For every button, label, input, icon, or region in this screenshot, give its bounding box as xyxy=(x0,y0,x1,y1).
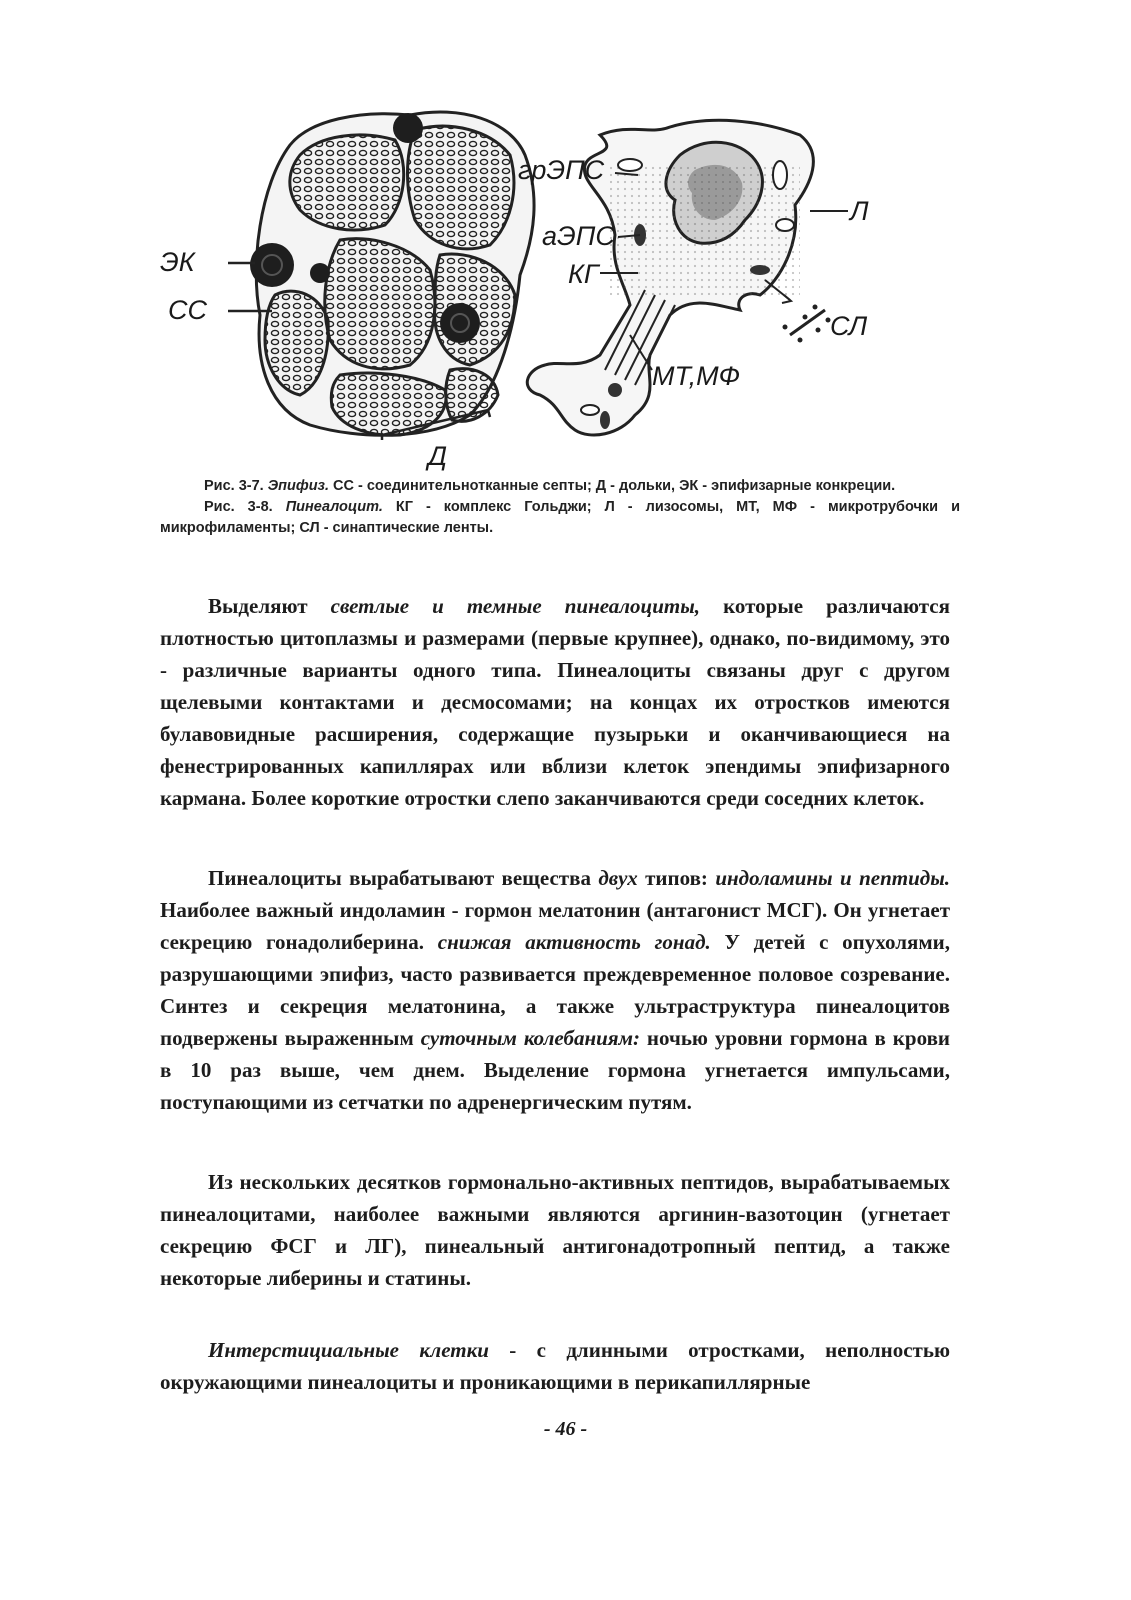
paragraph-1 xyxy=(160,590,950,814)
caption-number: Рис. 3-8. xyxy=(204,499,273,515)
text-run: (угнетает секрецию ФСГ и ЛГ), xyxy=(160,1202,950,1258)
caption-3-8 xyxy=(160,497,960,539)
paragraph-3 xyxy=(160,1166,950,1294)
italic-term: светлые и темные пинеалоциты, xyxy=(330,594,701,618)
label-SS: СС xyxy=(168,295,207,325)
text-run: (антагонист МСГ). Он угнетает секрецию гонадолиберина. xyxy=(160,898,951,954)
text-run: Из нескольких десятков гормонально-активных пептидов, вырабатываемых пинеалоцитами, наиболее важными являются xyxy=(160,1170,950,1226)
label-L: Л xyxy=(850,196,869,226)
bold-term: аргинин-вазотоцин xyxy=(658,1202,843,1226)
label-KG: КГ xyxy=(568,259,599,289)
text-run: которые различаются плотностью цитоплазмы и размерами (первые крупнее), однако, по-видимому, это - различные варианты одного типа. Пинеалоциты связаны друг с другом щелевыми контактами и десмосомами; на концах их отростков имеются булавовидные расширения, содержащие пузырьки и оканчивающиеся на фенестрированных капиллярах или вблизи клеток эпендимы эпифизарного кармана. Более короткие отростки слепо заканчиваются среди соседних клеток. xyxy=(160,594,950,810)
figure-captions xyxy=(160,476,960,539)
label-EK: ЭК xyxy=(160,247,195,277)
italic-term: индоламины и пептиды. xyxy=(715,866,951,890)
label-D: Д xyxy=(428,441,448,471)
page-number: - 46 - xyxy=(543,1418,588,1440)
italic-term: снижая активность гонад. xyxy=(437,930,711,954)
caption-3-7 xyxy=(160,476,960,497)
figures-block xyxy=(160,95,980,475)
epiphysis-figure xyxy=(228,112,534,440)
label-SL: СЛ xyxy=(830,311,868,341)
caption-title: Пинеалоцит. xyxy=(285,499,383,515)
caption-title: Эпифиз. xyxy=(267,478,329,494)
text-run: Пинеалоциты вырабатывают вещества xyxy=(208,866,599,890)
text-run: ночью уровни гормона в крови в 10 раз выше, чем днем. Выделение гормона угнетается импульсами, поступающими из сетчатки по адренергическим путям. xyxy=(160,1026,951,1114)
label-aEPS: аЭПС xyxy=(542,221,615,251)
text-run: а также некоторые xyxy=(160,1234,950,1290)
paragraph-2 xyxy=(160,862,950,1118)
label-MT-MF: МТ,МФ xyxy=(652,361,741,391)
text-run: - с длинными отростками, неполностью окружающими пинеалоциты и проникающими в перикапиллярные xyxy=(160,1338,951,1394)
caption-text: КГ - комплекс Гольджи; Л - лизосомы, МТ, МФ - микротрубочки и микрофиламенты; СЛ - синаптические ленты. xyxy=(160,499,961,536)
text-run: Выделяют xyxy=(208,594,331,618)
caption-text: СС - соединительнотканные септы; Д - дольки, ЭК - эпифизарные конкреции. xyxy=(333,478,896,494)
caption-number: Рис. 3-7. xyxy=(204,478,264,494)
bold-term: мелатонин xyxy=(538,898,641,922)
text-run: типов: xyxy=(637,866,716,890)
bold-term: либерины и статины. xyxy=(266,1266,471,1290)
text-run: У детей с опухолями, разрушающими эпифиз, часто развивается преждевременное половое созревание. Синтез и секреция мелатонина, а также ультраструктура пинеалоцитов подвержены выраженным xyxy=(160,930,951,1050)
italic-term: суточным колебаниям: xyxy=(420,1026,640,1050)
italic-term: двух xyxy=(598,866,638,890)
label-grEPS: грЭПС xyxy=(518,155,605,185)
paragraph-4 xyxy=(160,1334,950,1398)
italic-bold-term: Интерстициальные клетки xyxy=(208,1338,489,1362)
bold-term: пинеальный антигонадотропный пептид, xyxy=(424,1234,846,1258)
text-run: Наиболее важный индоламин - гормон xyxy=(160,898,539,922)
